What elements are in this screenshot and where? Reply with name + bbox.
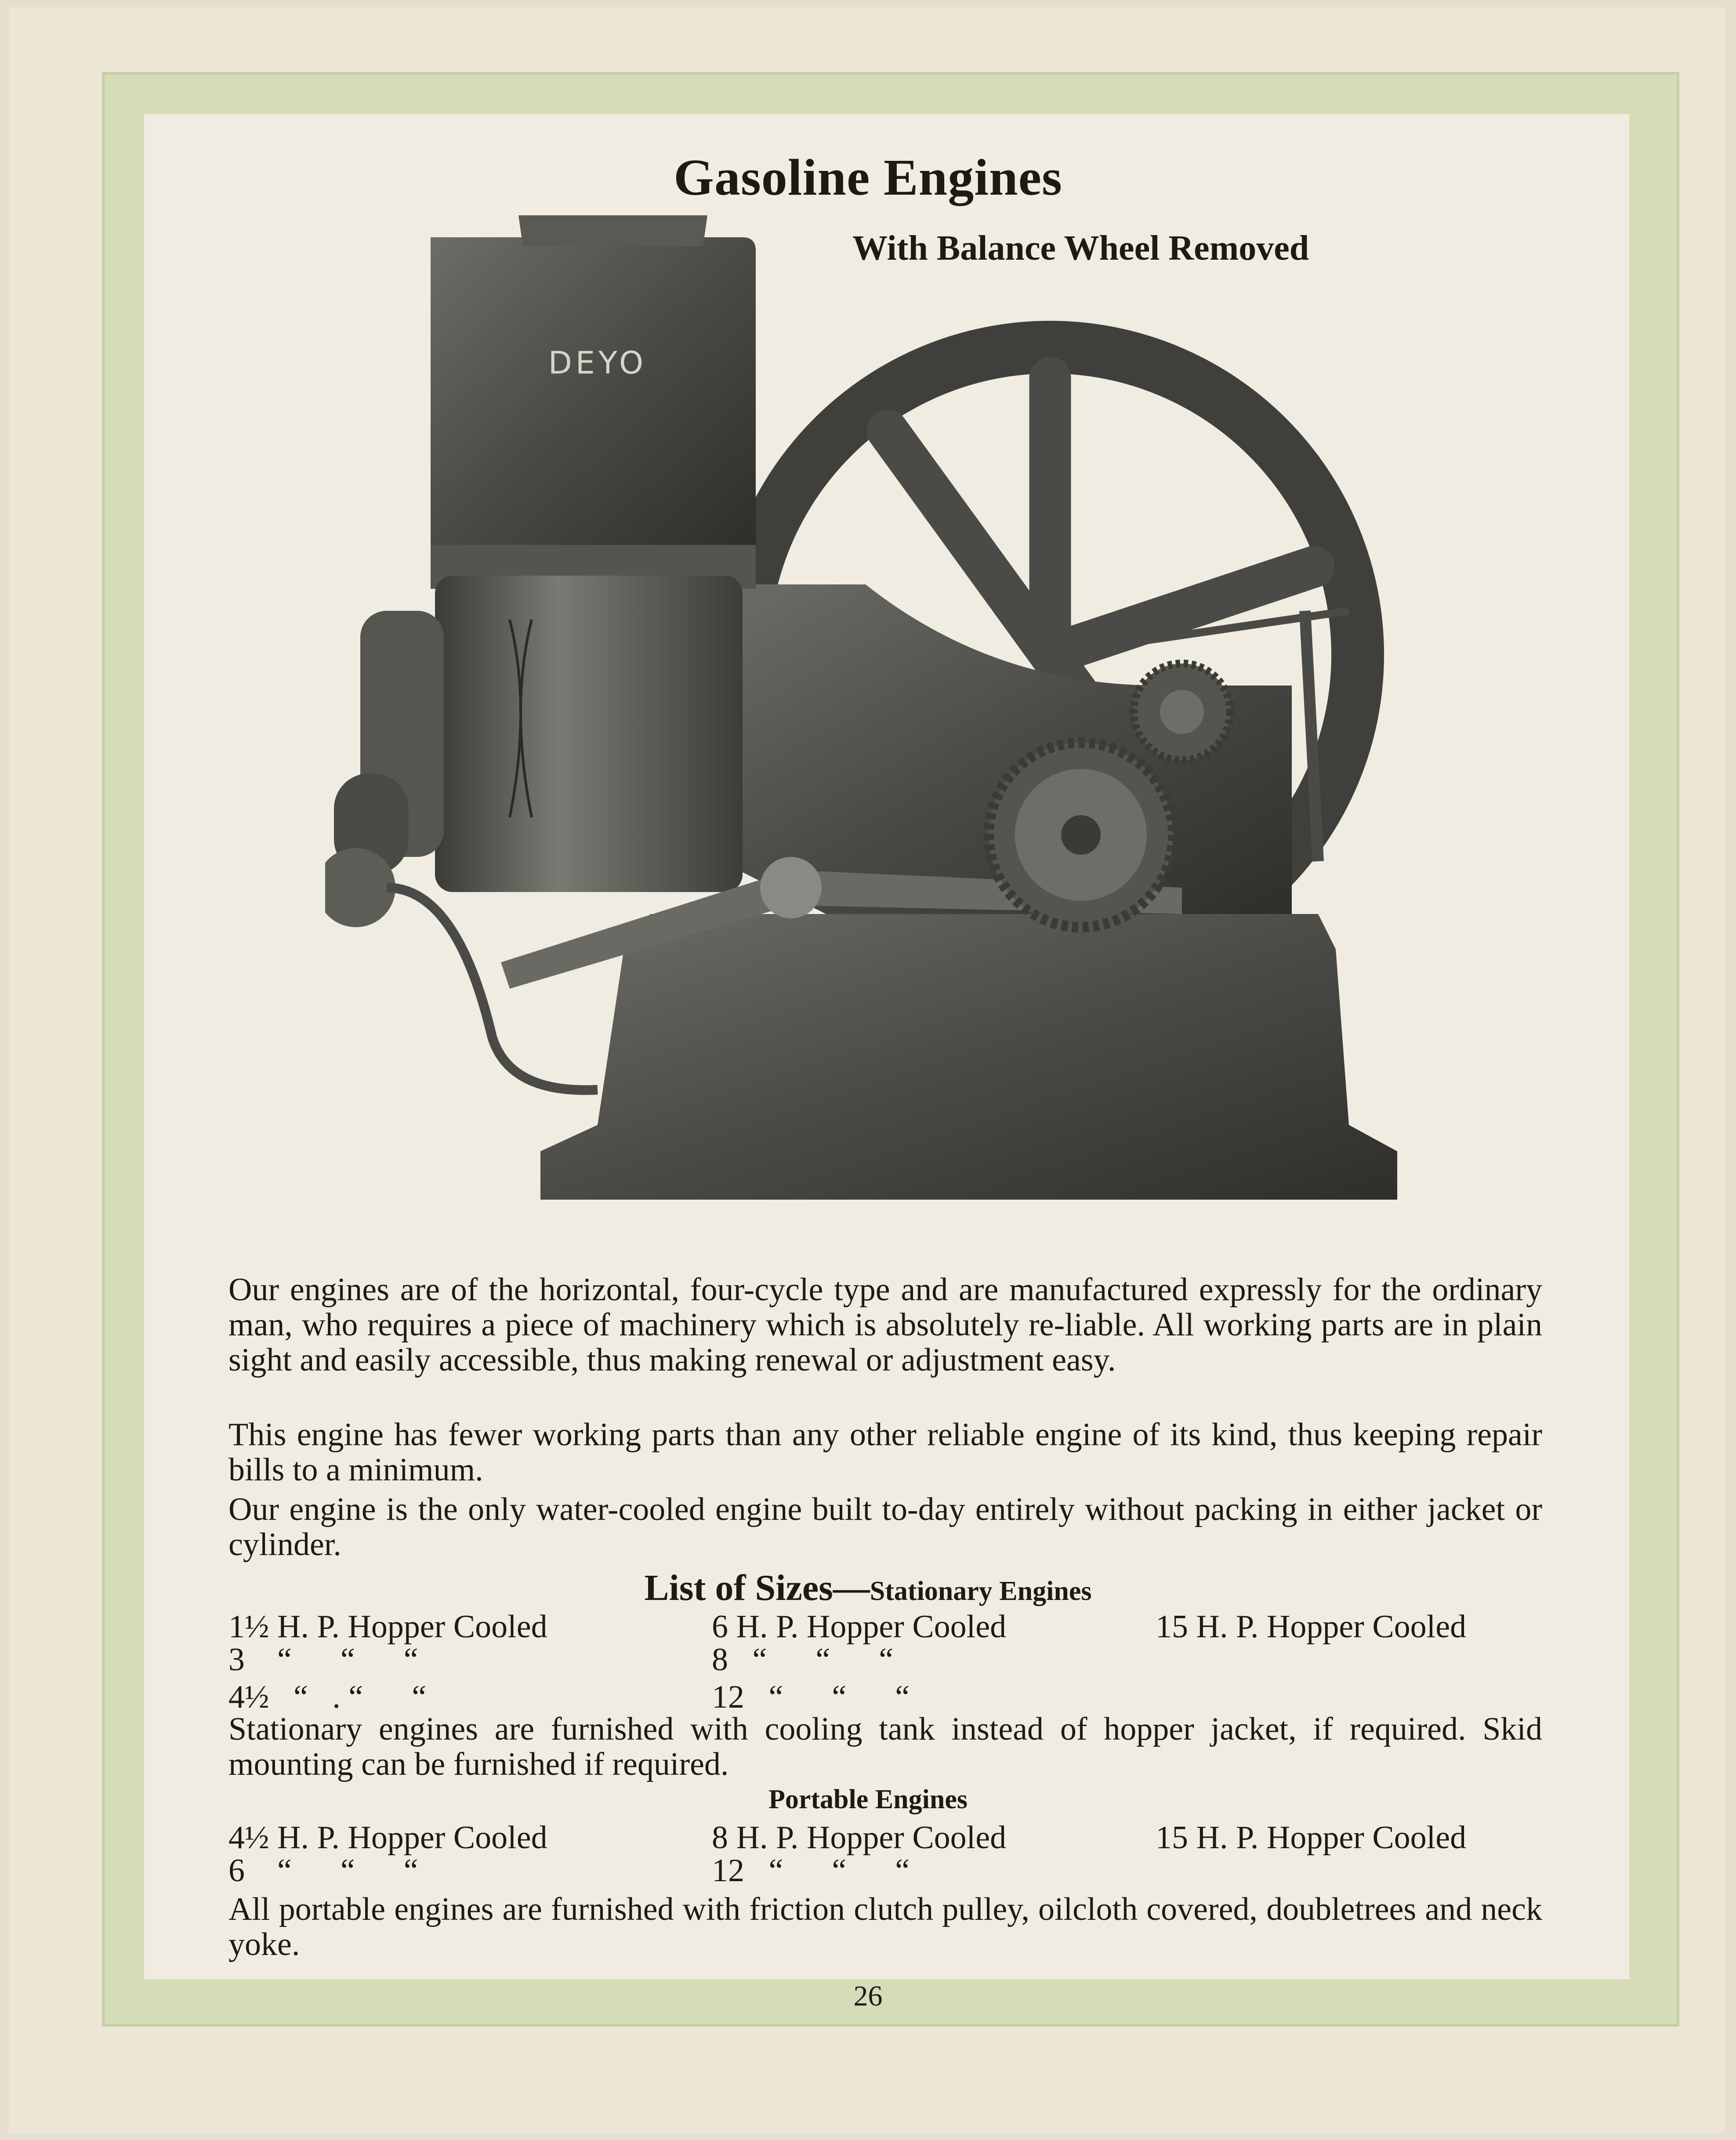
stationary-note: Stationary engines are furnished with cooling tank instead of hopper jacket, if required. Skid mounting can be furnished if required. <box>228 1711 1542 1782</box>
gear-large <box>989 743 1173 927</box>
size-cell: 8 H. P. Hopper Cooled <box>712 1820 1007 1856</box>
portable-note: All portable engines are furnished with friction clutch pulley, oilcloth covered, doubletrees and neck yoke. <box>228 1891 1542 1962</box>
stationary-row <box>228 1641 1542 1678</box>
page-number: 26 <box>853 1980 883 2012</box>
size-cell: 15 H. P. Hopper Cooled <box>1156 1820 1467 1856</box>
size-cell: 4½ “ . “ “ <box>228 1679 427 1715</box>
size-cell: 8 “ “ “ <box>712 1642 894 1678</box>
hopper <box>431 215 756 589</box>
size-cell: 6 “ “ “ <box>228 1853 418 1889</box>
page-subtitle: With Balance Wheel Removed <box>852 229 1309 268</box>
size-cell: 12 “ “ “ <box>712 1853 910 1889</box>
portable-row <box>228 1819 1542 1856</box>
sizes-heading <box>0 1567 1736 1609</box>
gear-small <box>1134 664 1230 760</box>
paragraph-3: Our engine is the only water-cooled engine built to-day entirely without packing in either jacket or cylinder. <box>228 1491 1542 1563</box>
portable-heading: Portable Engines <box>768 1785 968 1814</box>
size-cell: 3 “ “ “ <box>228 1642 418 1678</box>
brand-label: DEYO <box>548 345 647 381</box>
paragraph-1: Our engines are of the horizontal, four-cycle type and are manufactured expressly for the ordinary man, who requires a piece of machinery which is absolutely re-liable. All working parts are in plain sight and easily accessible, thus making renewal or adjustment easy. <box>228 1272 1542 1378</box>
engine-illustration <box>325 202 1468 1257</box>
paragraph-2: This engine has fewer working parts than any other reliable engine of its kind, thus keeping repair bills to a minimum. <box>228 1417 1542 1488</box>
stationary-row <box>228 1608 1542 1645</box>
stationary-heading: Stationary Engines <box>870 1576 1092 1606</box>
size-cell: 6 H. P. Hopper Cooled <box>712 1609 1007 1645</box>
stationary-row <box>228 1679 1542 1716</box>
cylinder <box>435 576 743 892</box>
sizes-heading-dash: — <box>833 1567 870 1608</box>
size-cell: 1½ H. P. Hopper Cooled <box>228 1609 547 1645</box>
sizes-heading-main: List of Sizes <box>644 1567 833 1608</box>
engine-base <box>540 914 1397 1200</box>
size-cell: 15 H. P. Hopper Cooled <box>1156 1609 1467 1645</box>
size-cell: 12 “ “ “ <box>712 1679 910 1715</box>
portable-row <box>228 1852 1542 1889</box>
size-cell: 4½ H. P. Hopper Cooled <box>228 1820 547 1856</box>
page-title: Gasoline Engines <box>674 149 1062 206</box>
